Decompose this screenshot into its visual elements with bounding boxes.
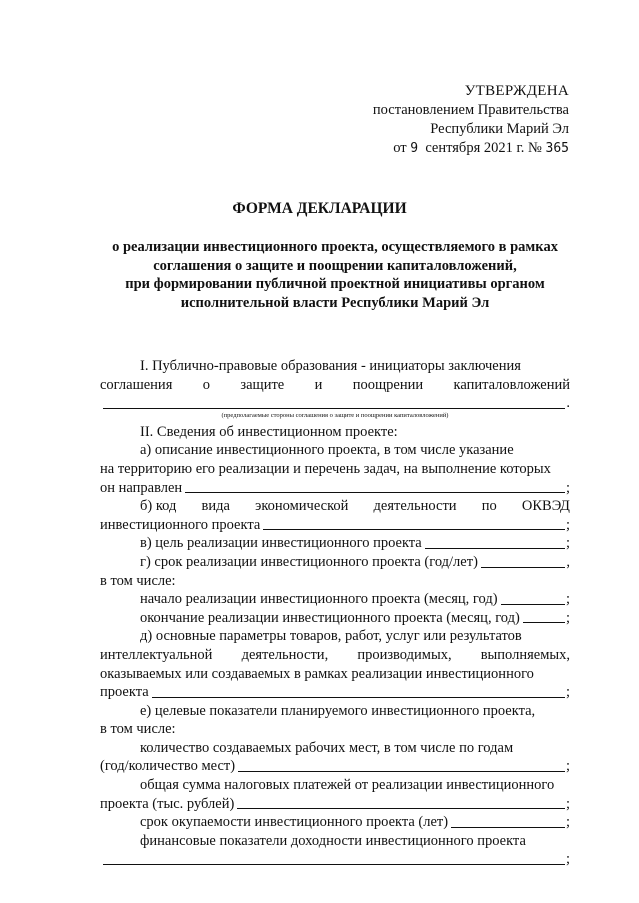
- item-a-line-2: [100, 460, 570, 479]
- form-title: ФОРМА ДЕКЛАРАЦИИ: [232, 200, 407, 217]
- jobs-field[interactable]: [238, 771, 565, 772]
- item-g-line-4: [100, 609, 570, 628]
- section-1-heading: I. Публично-правовые образования - инициаторы заключения: [140, 358, 521, 374]
- approval-line-1: постановлением Правительства: [372, 102, 569, 118]
- item-g-line-3: [100, 590, 570, 609]
- subtitle-line-4: исполнительной власти Республики Марий Эл: [180, 294, 490, 311]
- item-b-word: б) код: [140, 498, 177, 515]
- semicolon: ;: [565, 591, 570, 608]
- item-a-line-1: [100, 441, 570, 460]
- item-e-line-1: [100, 702, 570, 721]
- item-e-line-2: [100, 720, 570, 739]
- item-e-text-5: общая сумма налоговых платежей от реализации инвестиционного: [140, 777, 555, 794]
- item-b-word: ОКВЭД: [521, 498, 570, 515]
- semicolon: ;: [565, 758, 570, 775]
- item-e-text-7: срок окупаемости инвестиционного проекта (лет): [140, 814, 449, 831]
- section-1-word: защите: [240, 376, 285, 393]
- item-d-line-3: [100, 665, 570, 684]
- item-b-line-2: [100, 516, 570, 535]
- stakeholders-field[interactable]: [103, 408, 565, 409]
- item-e-text-3: количество создаваемых рабочих мест, в том числе по годам: [140, 739, 514, 756]
- profitability-field[interactable]: [103, 864, 565, 865]
- item-b-word: по: [481, 498, 497, 515]
- item-b-word: вида: [201, 498, 230, 515]
- item-b-word: экономической: [255, 498, 349, 515]
- section-2-title: II. Сведения об инвестиционном проекте:: [140, 423, 398, 440]
- form-subtitle: [80, 238, 590, 312]
- item-d-text-3: оказываемых или создаваемых в рамках реализации инвестиционного: [100, 665, 534, 682]
- semicolon: ;: [565, 684, 570, 701]
- item-g-text-4: окончание реализации инвестиционного проекта (месяц, год): [140, 609, 520, 626]
- item-g-text-2: в том числе:: [100, 572, 176, 589]
- parameters-field[interactable]: [152, 697, 565, 698]
- subtitle-line-3: при формировании публичной проектной инициативы органом: [125, 276, 545, 292]
- end-date-field[interactable]: [523, 622, 565, 623]
- item-e-line-9: [100, 850, 570, 869]
- item-b-line-1: [100, 497, 570, 516]
- item-v-text: в) цель реализации инвестиционного проекта: [140, 535, 422, 552]
- item-g-text-1: г) срок реализации инвестиционного проекта (год/лет): [140, 553, 478, 570]
- item-a-line-3: [100, 479, 570, 498]
- item-d-text-1: д) основные параметры товаров, работ, услуг или результатов: [140, 628, 522, 645]
- item-d-word: интеллектуальной: [100, 646, 213, 663]
- section-1-line-2: [100, 376, 570, 395]
- date-day: 9: [410, 141, 419, 156]
- date-rest: сентября 2021 г. №: [425, 140, 542, 156]
- comma: ,: [566, 553, 570, 570]
- semicolon: ;: [565, 609, 570, 626]
- item-v-line: [100, 534, 570, 553]
- start-date-field[interactable]: [501, 604, 565, 605]
- project-term-field[interactable]: [481, 567, 565, 568]
- item-e-line-3: [100, 739, 570, 758]
- semicolon: ;: [565, 535, 570, 552]
- approval-block: [373, 82, 569, 158]
- item-e-text-2: в том числе:: [100, 721, 176, 738]
- item-b-word: деятельности: [373, 498, 457, 515]
- item-a-text-1: а) описание инвестиционного проекта, в том числе указание: [140, 442, 514, 459]
- section-1-word: и: [314, 376, 323, 393]
- semicolon: ;: [565, 795, 570, 812]
- item-d-word: выполняемых,: [480, 646, 570, 663]
- item-e-line-5: [100, 776, 570, 795]
- approval-date: [373, 139, 569, 158]
- okved-field[interactable]: [263, 529, 565, 530]
- item-d-word: деятельности,: [241, 646, 329, 663]
- semicolon: ;: [565, 479, 570, 496]
- section-1-word: поощрении: [352, 376, 424, 393]
- form-body: [100, 357, 570, 869]
- approval-line-2: Республики Марий Эл: [430, 121, 569, 137]
- item-d-word: производимых,: [357, 646, 452, 663]
- stakeholders-note: (предполагаемые стороны соглашения о защите и поощрении капиталовложений): [221, 411, 449, 419]
- item-e-text-6: проекта (тыс. рублей): [100, 795, 235, 812]
- tax-payments-field[interactable]: [237, 808, 565, 809]
- period: .: [566, 395, 570, 412]
- item-g-line-1: [100, 553, 570, 572]
- payback-field[interactable]: [451, 827, 565, 828]
- item-d-text-4: проекта: [100, 684, 149, 701]
- resolution-number: 365: [545, 141, 569, 156]
- item-e-line-6: [100, 795, 570, 814]
- section-1-line-1: [100, 357, 570, 376]
- date-prefix: от: [393, 140, 407, 156]
- project-goal-field[interactable]: [425, 548, 565, 549]
- item-d-line-4: [100, 683, 570, 702]
- semicolon: ;: [565, 516, 570, 533]
- item-d-line-1: [100, 627, 570, 646]
- item-g-line-2: [100, 572, 570, 591]
- subtitle-line-1: о реализации инвестиционного проекта, осуществляемого в рамках: [112, 239, 558, 255]
- project-description-field[interactable]: [185, 492, 565, 493]
- section-1-word: капиталовложений: [453, 376, 570, 393]
- approval-stamp: УТВЕРЖДЕНА: [464, 83, 569, 99]
- item-e-line-8: [100, 832, 570, 851]
- semicolon: ;: [565, 851, 570, 868]
- item-e-text-8: финансовые показатели доходности инвестиционного проекта: [140, 832, 526, 849]
- item-b-text-2: инвестиционного проекта: [100, 516, 261, 533]
- subtitle-line-2: соглашения о защите и поощрении капиталовложений,: [153, 257, 517, 274]
- item-e-text-4: (год/количество мест): [100, 758, 236, 775]
- item-d-line-2: [100, 646, 570, 665]
- section-1-word: соглашения: [100, 376, 173, 393]
- semicolon: ;: [565, 814, 570, 831]
- item-e-text-1: е) целевые показатели планируемого инвестиционного проекта,: [140, 702, 536, 719]
- item-a-text-3: он направлен: [100, 479, 183, 496]
- section-1-word: о: [202, 376, 210, 393]
- item-e-line-7: [100, 813, 570, 832]
- item-g-text-3: начало реализации инвестиционного проекта (месяц, год): [140, 591, 498, 608]
- section-2-heading: [100, 423, 570, 442]
- item-e-line-4: [100, 757, 570, 776]
- item-a-text-2: на территорию его реализации и перечень задач, на выполнение которых: [100, 460, 551, 477]
